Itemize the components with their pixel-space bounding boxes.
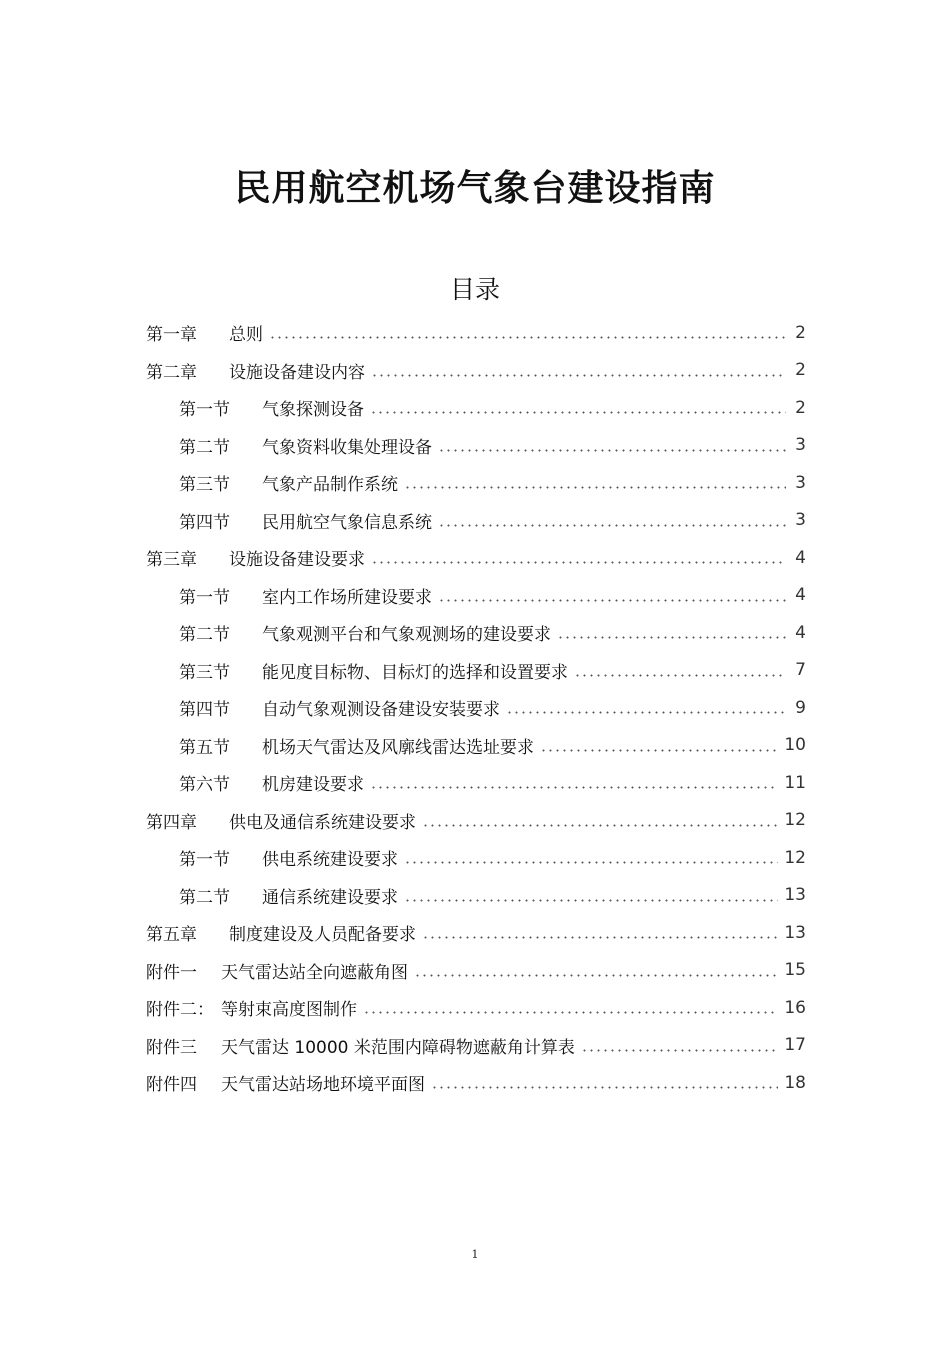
toc-entry-page: 16 xyxy=(784,997,806,1018)
toc-entry[interactable] xyxy=(146,877,806,915)
toc-entry-page: 12 xyxy=(784,847,806,868)
toc-entry-number: 第五节 xyxy=(179,737,230,758)
toc-entry[interactable] xyxy=(146,1027,806,1065)
toc-entry-title: 气象资料收集处理设备 xyxy=(262,437,432,458)
toc-entry-number: 第一章 xyxy=(146,325,197,346)
toc-dot-leader xyxy=(363,1011,778,1014)
toc-entry-page: 3 xyxy=(795,435,806,456)
toc-entry-label xyxy=(179,733,538,758)
toc-entry-title: 自动气象观测设备建设安装要求 xyxy=(262,700,500,721)
toc-entry-number: 第二节 xyxy=(179,887,230,908)
toc-entry[interactable] xyxy=(146,314,806,352)
toc-entry-number: 第六节 xyxy=(179,775,230,796)
toc-entry-page: 4 xyxy=(795,622,806,643)
toc-entry-number: 第二节 xyxy=(179,625,230,646)
toc-dot-leader xyxy=(370,786,778,789)
toc-entry[interactable] xyxy=(146,689,806,727)
document-title: 民用航空机场气象台建设指南 xyxy=(234,168,716,209)
toc-entry-page: 11 xyxy=(784,772,806,793)
toc-entry-label xyxy=(146,1070,429,1095)
toc-dot-leader xyxy=(431,1086,778,1089)
toc-dot-leader xyxy=(557,636,786,639)
toc-dot-leader xyxy=(422,936,778,939)
toc-entry-label xyxy=(179,508,436,533)
toc-dot-leader xyxy=(506,711,786,714)
toc-entry[interactable] xyxy=(146,989,806,1027)
toc-entry-number: 第三章 xyxy=(146,550,197,571)
toc-entry-page: 3 xyxy=(795,510,806,531)
toc-entry-number: 第四节 xyxy=(179,700,230,721)
toc-entry-number: 第一节 xyxy=(179,587,230,608)
toc-entry-number: 第三节 xyxy=(179,662,230,683)
toc-entry-label xyxy=(179,470,402,495)
toc-entry-label xyxy=(146,1033,579,1058)
toc-dot-leader xyxy=(269,336,786,339)
toc-entry-label xyxy=(146,545,369,570)
toc-entry[interactable] xyxy=(146,952,806,990)
toc-entry[interactable] xyxy=(146,352,806,390)
toc-heading: 目录 xyxy=(449,275,500,304)
toc-entry[interactable] xyxy=(146,389,806,427)
toc-dot-leader xyxy=(404,861,778,864)
toc-entry-page: 10 xyxy=(784,735,806,756)
toc-entry-title: 民用航空气象信息系统 xyxy=(262,512,432,533)
toc-entry-number: 第四章 xyxy=(146,812,197,833)
toc-entry-title: 通信系统建设要求 xyxy=(262,887,398,908)
toc-entry-number: 附件四 xyxy=(146,1075,197,1096)
toc-entry-title: 机场天气雷达及风廓线雷达选址要求 xyxy=(262,737,534,758)
toc-entry-number: 第二节 xyxy=(179,437,230,458)
toc-dot-leader xyxy=(438,449,786,452)
toc-entry-title: 天气雷达站场地环境平面图 xyxy=(221,1075,425,1096)
toc-dot-leader xyxy=(404,899,778,902)
toc-entry-title: 室内工作场所建设要求 xyxy=(262,587,432,608)
toc-entry-label xyxy=(179,433,436,458)
toc-entry-page: 7 xyxy=(795,660,806,681)
toc-entry-number: 附件一 xyxy=(146,962,197,983)
toc-entry-page: 2 xyxy=(795,360,806,381)
toc-entry-page: 2 xyxy=(795,322,806,343)
toc-entry-page: 17 xyxy=(784,1035,806,1056)
toc-entry-page: 4 xyxy=(795,547,806,568)
toc-entry-label xyxy=(179,620,555,645)
toc-entry-title: 设施设备建设要求 xyxy=(229,550,365,571)
toc-entry[interactable] xyxy=(146,577,806,615)
toc-entry-label xyxy=(146,958,412,983)
toc-entry-page: 13 xyxy=(784,885,806,906)
toc-dot-leader xyxy=(414,974,778,977)
toc-entry[interactable] xyxy=(146,539,806,577)
toc-entry[interactable] xyxy=(146,802,806,840)
toc-entry-label xyxy=(179,658,572,683)
toc-entry-title: 天气雷达 10000 米范围内障碍物遮蔽角计算表 xyxy=(221,1037,575,1058)
toc-entry-title: 供电系统建设要求 xyxy=(262,850,398,871)
toc-entry-number: 第四节 xyxy=(179,512,230,533)
toc-dot-leader xyxy=(438,599,786,602)
toc-entry-number: 第一节 xyxy=(179,400,230,421)
toc-entry[interactable] xyxy=(146,764,806,802)
toc-entry[interactable] xyxy=(146,1064,806,1102)
toc-entry-page: 18 xyxy=(784,1072,806,1093)
toc-entry-label xyxy=(146,995,361,1020)
page-number: 1 xyxy=(471,1248,479,1261)
toc-entry[interactable] xyxy=(146,464,806,502)
toc-entry-title: 总则 xyxy=(229,325,263,346)
toc-entry[interactable] xyxy=(146,839,806,877)
toc-entry-number: 附件三 xyxy=(146,1037,197,1058)
toc-entry-title: 制度建设及人员配备要求 xyxy=(229,925,416,946)
toc-dot-leader xyxy=(371,561,786,564)
toc-entry-page: 4 xyxy=(795,585,806,606)
toc-entry-title: 气象产品制作系统 xyxy=(262,475,398,496)
toc-dot-leader xyxy=(404,486,786,489)
toc-entry-label xyxy=(146,320,267,345)
toc-entry-label xyxy=(179,583,436,608)
toc-entry-label xyxy=(179,883,402,908)
toc-entry-title: 气象探测设备 xyxy=(262,400,364,421)
toc-entry-title: 天气雷达站全向遮蔽角图 xyxy=(221,962,408,983)
toc-dot-leader xyxy=(371,374,786,377)
toc-entry-title: 设施设备建设内容 xyxy=(229,362,365,383)
toc-entry-title: 机房建设要求 xyxy=(262,775,364,796)
toc-entry-page: 13 xyxy=(784,922,806,943)
toc-entry-label xyxy=(179,845,402,870)
toc-dot-leader xyxy=(581,1049,778,1052)
toc-entry-page: 2 xyxy=(795,397,806,418)
toc-entry-label xyxy=(179,695,504,720)
toc-dot-leader xyxy=(438,524,786,527)
toc-entry-label xyxy=(179,770,368,795)
toc-entry-title: 能见度目标物、目标灯的选择和设置要求 xyxy=(262,662,568,683)
toc-dot-leader xyxy=(370,411,786,414)
toc-entry-number: 附件二： xyxy=(146,1000,214,1021)
toc-dot-leader xyxy=(540,749,778,752)
toc-entry[interactable] xyxy=(146,502,806,540)
toc-entry-page: 15 xyxy=(784,960,806,981)
toc-entry-number: 第五章 xyxy=(146,925,197,946)
toc-entry[interactable] xyxy=(146,727,806,765)
toc-entry[interactable] xyxy=(146,427,806,465)
toc-entry-title: 等射束高度图制作 xyxy=(221,1000,357,1021)
toc-entry-number: 第二章 xyxy=(146,362,197,383)
toc-entry-number: 第一节 xyxy=(179,850,230,871)
toc-entry-label xyxy=(146,920,420,945)
toc-dot-leader xyxy=(574,674,786,677)
toc-entry[interactable] xyxy=(146,914,806,952)
toc-entry-number: 第三节 xyxy=(179,475,230,496)
toc-entry-label xyxy=(146,358,369,383)
toc-entry-label xyxy=(179,395,368,420)
toc-entry-page: 12 xyxy=(784,810,806,831)
toc-entry[interactable] xyxy=(146,652,806,690)
table-of-contents xyxy=(146,314,806,1102)
toc-entry-page: 9 xyxy=(795,697,806,718)
toc-entry-title: 气象观测平台和气象观测场的建设要求 xyxy=(262,625,551,646)
toc-entry[interactable] xyxy=(146,614,806,652)
toc-entry-title: 供电及通信系统建设要求 xyxy=(229,812,416,833)
toc-entry-label xyxy=(146,808,420,833)
toc-dot-leader xyxy=(422,824,778,827)
toc-entry-page: 3 xyxy=(795,472,806,493)
